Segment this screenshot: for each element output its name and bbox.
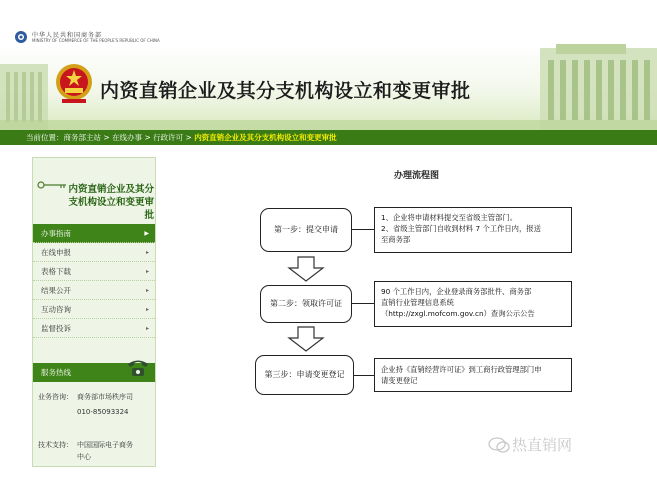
breadcrumb-prefix: 当前位置： [26, 133, 64, 142]
sidebar-item-downloads[interactable] [33, 262, 155, 281]
sidebar-item-label: 结果公开 [41, 286, 71, 295]
step-2-note-line: 直销行业管理信息系统 [381, 298, 454, 307]
sidebar-item-label: 监督投诉 [41, 324, 71, 333]
step-3-label: 第三步：申请变更登记 [264, 370, 345, 379]
support-org: 中心 [77, 453, 91, 461]
sidebar-item-consult[interactable] [33, 300, 155, 319]
breadcrumb-separator: > [183, 133, 195, 142]
sidebar-item-online-apply[interactable] [33, 243, 155, 262]
step-1-note-line: 1、企业将申请材料提交至省级主管部门。 [381, 213, 517, 222]
breadcrumb-separator: > [142, 133, 154, 142]
ministry-logo-icon [14, 30, 28, 44]
chevron-right-icon: ▸ [145, 249, 149, 256]
step-1-note-line: 2、省级主管部门自收到材料 7 个工作日内，报送 [381, 224, 541, 233]
sidebar-item-complaint[interactable] [33, 319, 155, 338]
step-1-label: 第一步：提交申请 [274, 225, 338, 234]
connector-line [352, 303, 374, 304]
consult-department: 商务部市场秩序司 [77, 393, 133, 401]
sidebar-item-results[interactable] [33, 281, 155, 300]
step-1-note [374, 207, 572, 253]
step-2-note-line: 90 个工作日内，企业登录商务部批件、商务部 [381, 287, 532, 296]
support-org: 中国国际电子商务 [77, 441, 133, 449]
hotline-phone: 010-85093324 [77, 408, 129, 416]
down-arrow-icon [287, 256, 325, 282]
sidebar-item-guide[interactable] [33, 224, 155, 243]
chevron-right-icon: ▸ [145, 287, 149, 294]
breadcrumb-current: 内资直销企业及其分支机构设立和变更审批 [194, 133, 337, 142]
breadcrumb [26, 131, 337, 144]
down-arrow-icon [287, 326, 325, 352]
breadcrumb-separator: > [101, 133, 113, 142]
sidebar-item-label: 互动咨询 [41, 305, 71, 314]
sidebar-item-label: 表格下载 [41, 267, 71, 276]
sidebar-title: 内资直销企业及其分支机构设立和变更审批 [68, 184, 154, 221]
support-label: 技术支持： [38, 441, 73, 449]
phone-icon [126, 357, 150, 377]
step-2-label: 第二步：领取许可证 [270, 299, 342, 308]
hotline-heading: 服务热线 [33, 363, 155, 382]
connector-line [354, 375, 374, 376]
key-icon [37, 181, 67, 189]
watermark: 热直销网 [512, 436, 573, 454]
breadcrumb-link-home[interactable]: 商务部主站 [63, 133, 101, 142]
chevron-right-icon: ▸ [145, 325, 149, 332]
chevron-right-icon: ▸ [145, 268, 149, 275]
chat-icon [488, 436, 510, 454]
step-3-box [255, 355, 354, 395]
consult-label: 业务咨询： [38, 393, 73, 401]
breadcrumb-link-online[interactable]: 在线办事 [112, 133, 143, 142]
sidebar-item-label: 在线申报 [41, 248, 71, 257]
ministry-name-en: MINISTRY OF COMMERCE OF THE PEOPLE'S REPUBLIC OF CHINA [32, 38, 160, 43]
step-3-note-line: 请变更登记 [381, 376, 418, 385]
step-3-note-line: 企业持《直销经营许可证》到工商行政管理部门申 [381, 365, 542, 374]
step-2-note-line: （http://zxgl.mofcom.gov.cn）查询公示公告 [381, 309, 535, 318]
step-2-box [260, 285, 352, 323]
connector-line [352, 229, 374, 230]
sidebar-item-label: 办事指南 [41, 229, 71, 238]
step-3-note [374, 358, 572, 392]
national-emblem-icon [54, 62, 94, 106]
flowchart-title: 办理流程图 [394, 171, 440, 181]
chevron-right-icon: ▶ [144, 230, 149, 237]
step-2-note [374, 281, 572, 327]
page-title: 内资直销企业及其分支机构设立和变更审批 [100, 80, 471, 102]
breadcrumb-link-license[interactable]: 行政许可 [153, 133, 184, 142]
chevron-right-icon: ▸ [145, 306, 149, 313]
ministry-name-cn: 中华人民共和国商务部 [32, 32, 103, 39]
step-1-box [260, 208, 352, 252]
step-1-note-line: 至商务部 [381, 235, 411, 244]
